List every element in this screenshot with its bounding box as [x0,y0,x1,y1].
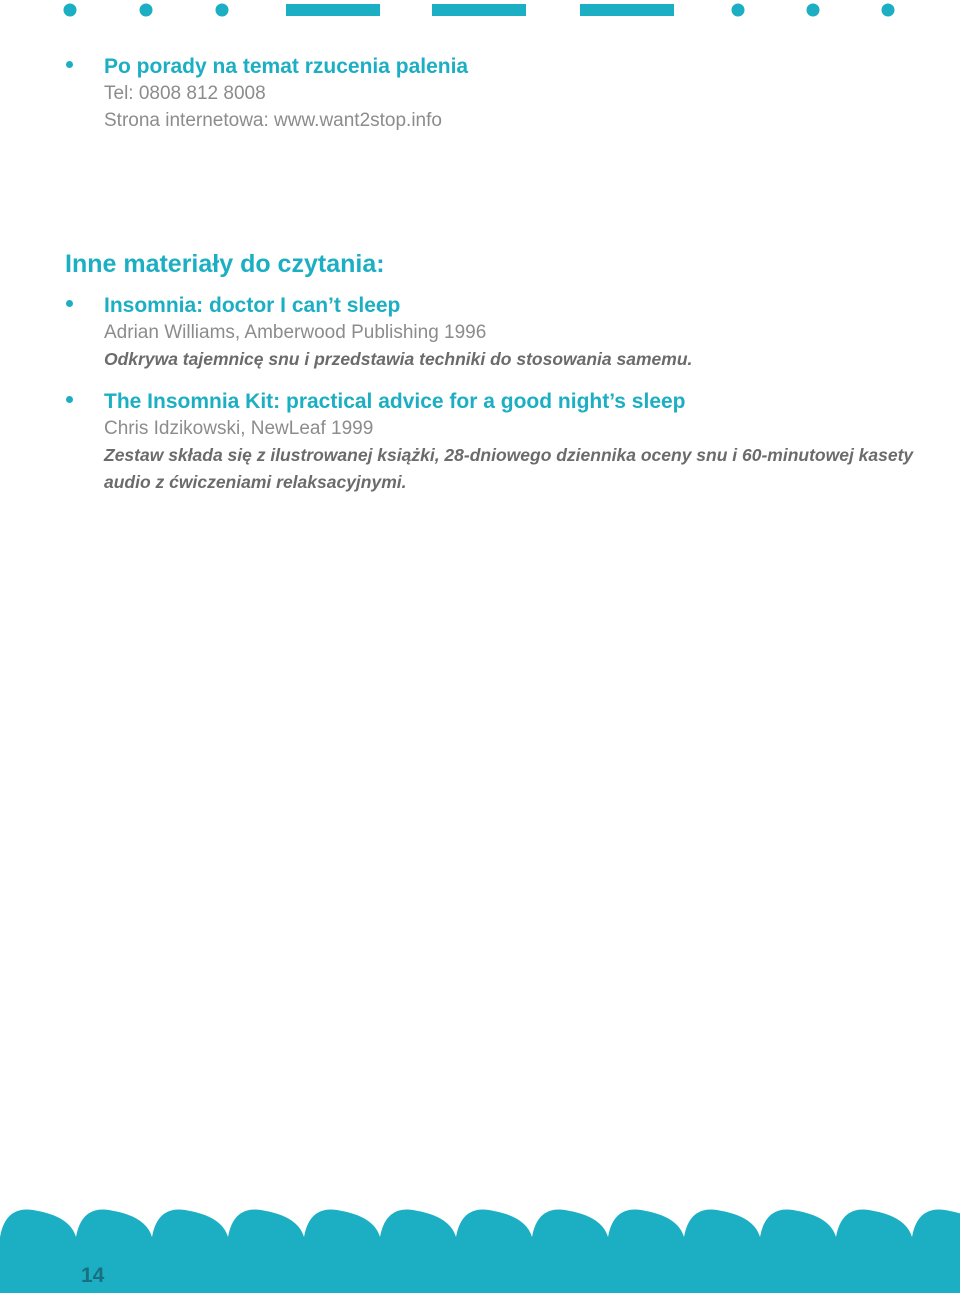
decor-bar [580,4,674,16]
decor-dot [807,4,820,17]
list-item [0,388,960,496]
book-title: Insomnia: doctor I can’t sleep [104,294,401,317]
decor-bar [432,4,526,16]
contact-website[interactable]: Strona internetowa: www.want2stop.info [104,110,442,131]
bottom-wave-decoration [0,1203,960,1293]
bullet-icon [66,300,73,307]
book-description: Odkrywa tajemnicę snu i przedstawia techniki do stosowania samemu. [104,349,693,369]
wave-shape [0,1209,960,1293]
bullet-icon [66,396,73,403]
book-description: Zestaw składa się z ilustrowanej książki, 28-dniowego dziennika oceny snu i 60-minutowej kasety audio z ćwiczeniami relaksacyjnymi. [104,445,914,492]
list-item [0,292,960,373]
book-author: Adrian Williams, Amberwood Publishing 1996 [104,322,487,343]
contact-title: Po porady na temat rzucenia palenia [104,55,469,78]
book-author: Chris Idzikowski, NewLeaf 1999 [104,418,374,439]
book-title: The Insomnia Kit: practical advice for a good night’s sleep [104,390,686,413]
decor-dot [882,4,895,17]
top-decoration [0,0,960,24]
bullet-icon [66,61,73,68]
decor-dot [140,4,153,17]
book-list [0,292,960,496]
contact-item [0,53,960,134]
reading-heading: Inne materiały do czytania: [65,250,385,278]
decor-dot [64,4,77,17]
decor-bar [286,4,380,16]
contact-phone: Tel: 0808 812 8008 [104,83,266,104]
contact-section [0,53,960,134]
decor-dot [732,4,745,17]
decor-dot [216,4,229,17]
page-number: 14 [81,1264,105,1287]
